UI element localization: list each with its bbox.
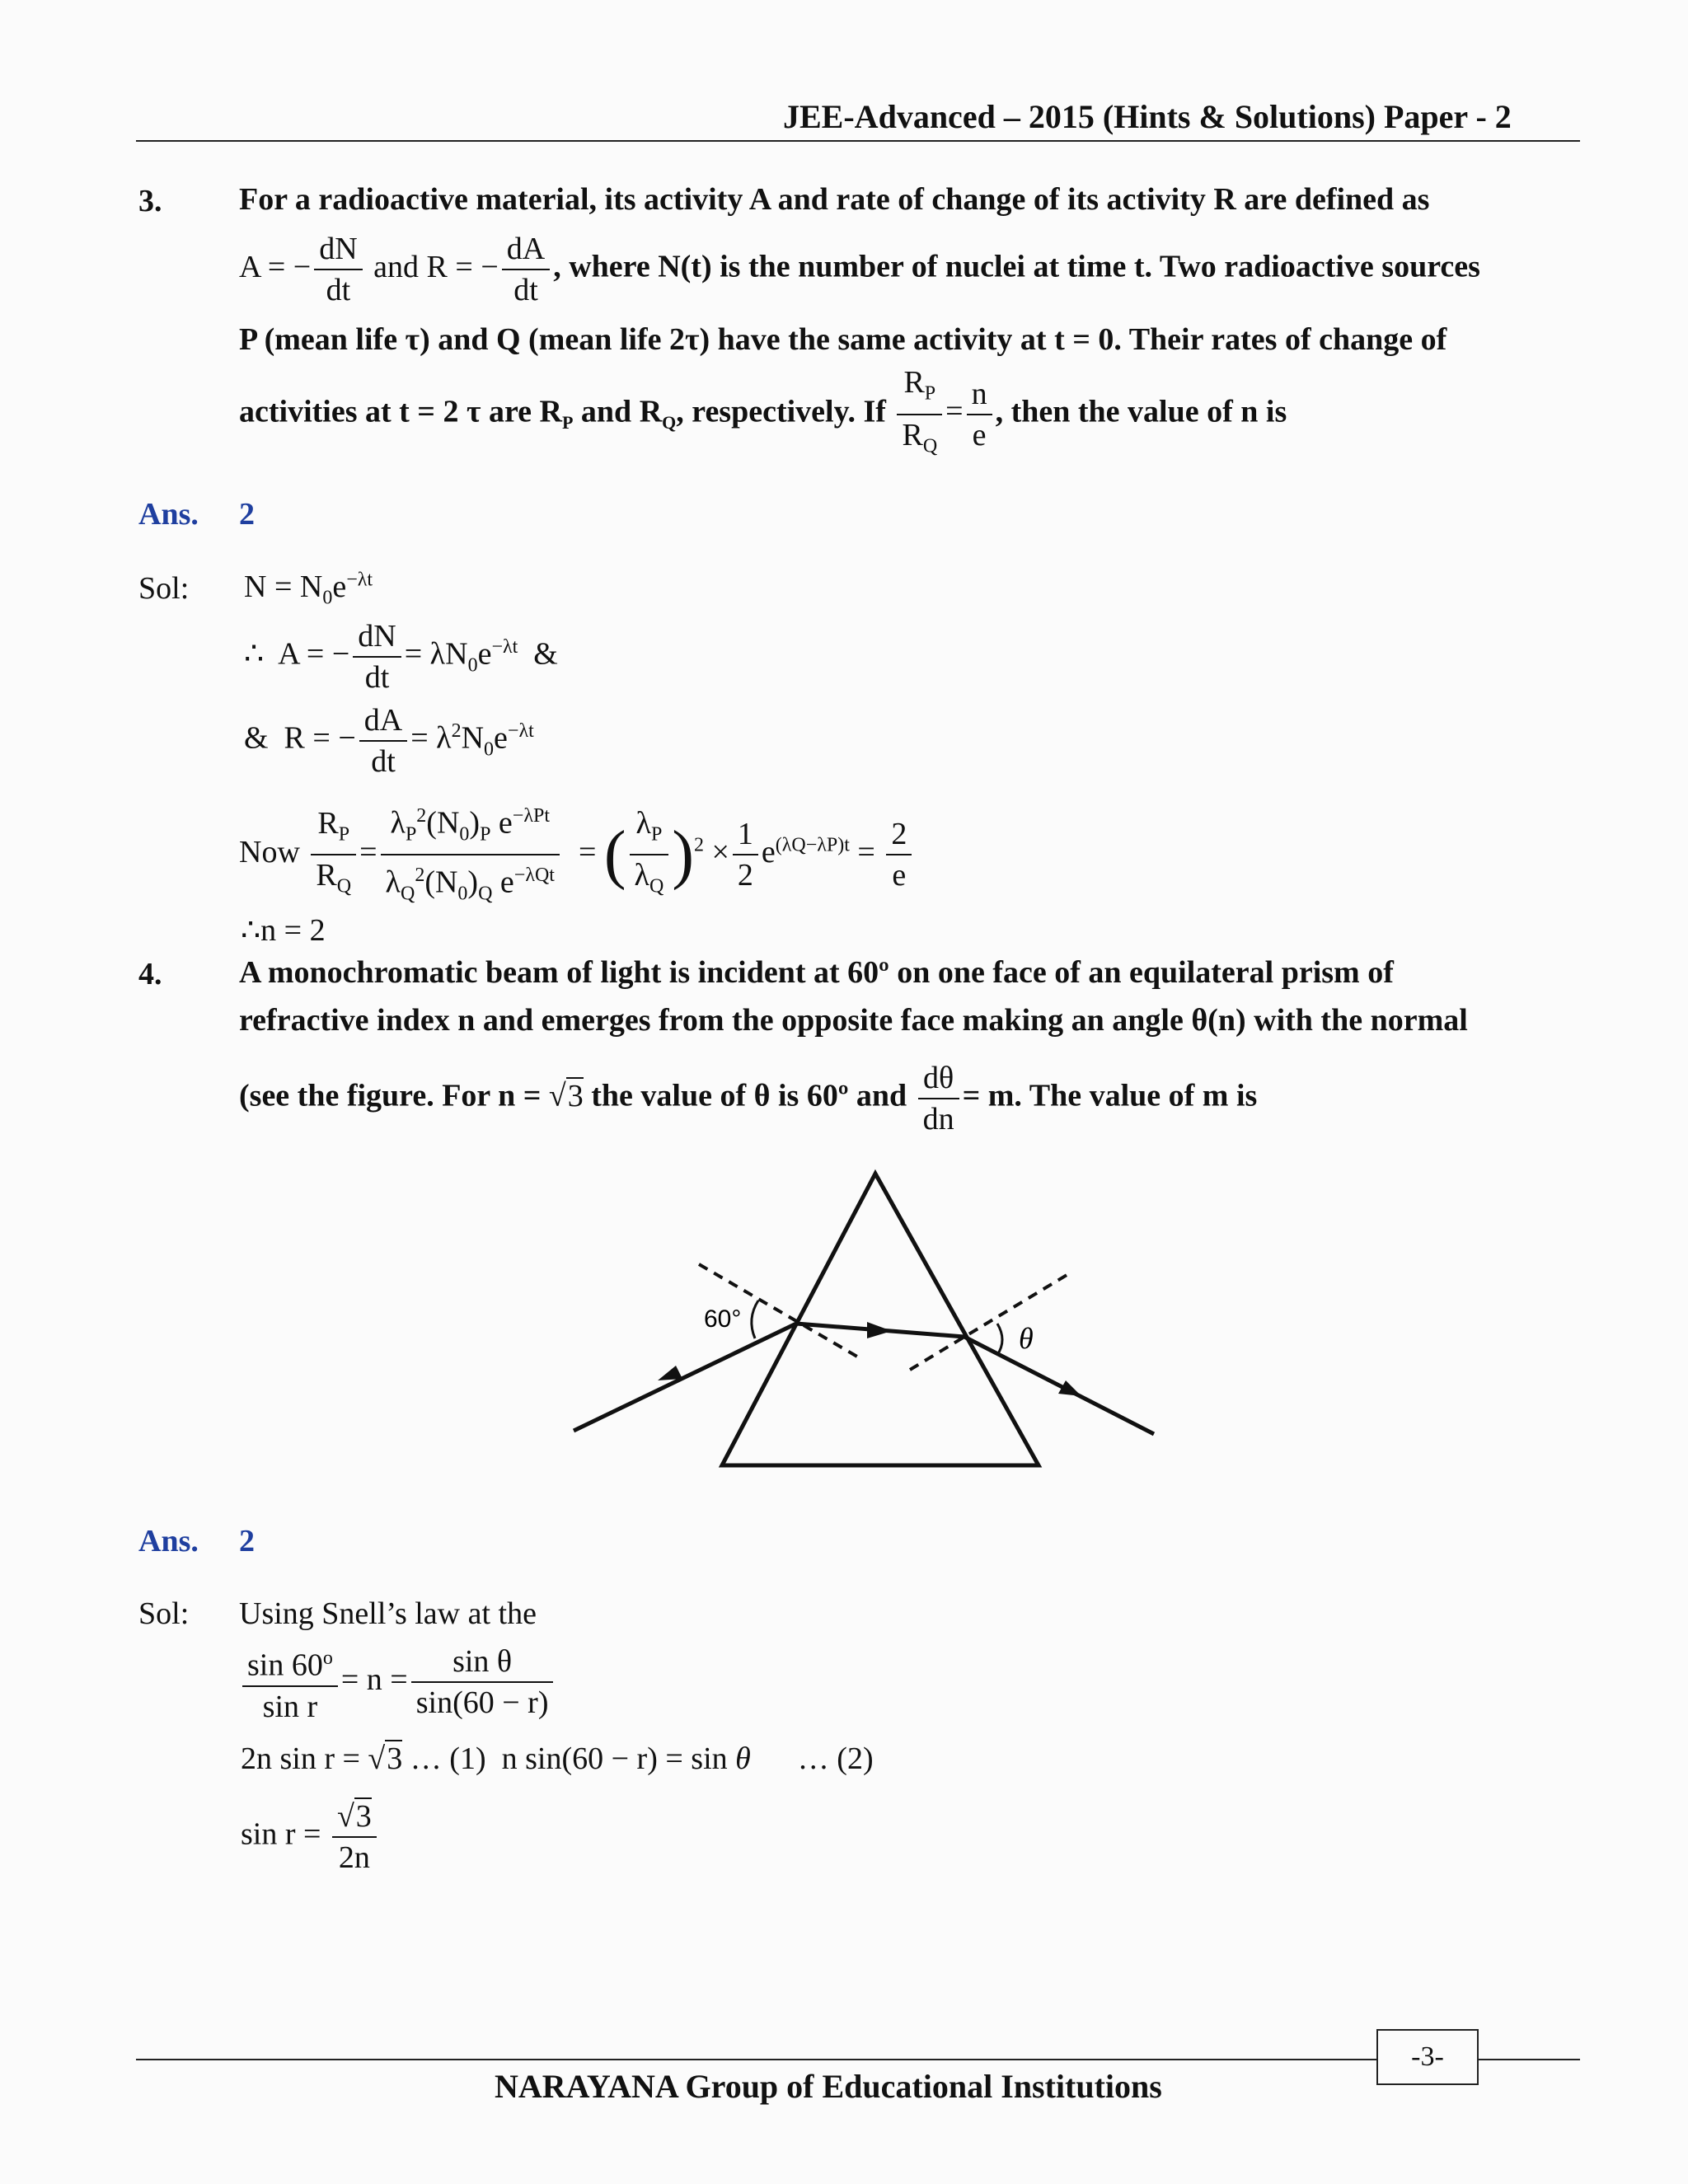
question-3-number: 3. <box>138 184 162 218</box>
question-4-solution-line-1: Using Snell’s law at the <box>239 1596 537 1631</box>
q3-eq-3: & R = − $\frac{dA}{dt}$ = $\lambda^2N_0e^{-\lambda t}$ <box>244 701 534 781</box>
incident-angle-label: 60° <box>704 1305 742 1333</box>
question-3-line-4-suffix: , then the value of n is <box>995 394 1287 429</box>
q3-eq-1: $N = N_0e^{-\lambda t}$ <box>244 569 373 609</box>
question-3-answer-label: Ans. <box>138 497 199 532</box>
question-3-solution-label: Sol: <box>138 571 190 606</box>
prism-figure <box>560 1162 1170 1483</box>
emergent-arrowhead <box>1058 1380 1081 1396</box>
incident-ray <box>574 1324 796 1431</box>
question-4-answer-value: 2 <box>239 1524 255 1558</box>
q4-eq-3: sin r = $\frac{√3}{2n}$ <box>241 1797 380 1877</box>
q3-eq-2: ∴ A = − $\frac{dN}{dt}$ = $\lambda N_0e^{-\lambda t}$ & <box>244 616 558 697</box>
question-4-number: 4. <box>138 957 162 991</box>
question-4-line-1: A monochromatic beam of light is incident at 60º on one face of an equilateral prism of <box>239 955 1394 990</box>
normal-right <box>910 1274 1068 1370</box>
incident-angle-arc <box>752 1301 758 1338</box>
question-3-line-2: A = − $\frac{dN}{dt}$ and R = − $\frac{dA}{dt}$ , where N(t) is the number of nuclei at time t. Two radioactive sources <box>239 229 1480 310</box>
question-4-line-3: (see the figure. For n = √3 the value of θ is 60º and $\frac{d\theta}{dn}$ = m. The value of m is <box>239 1058 1257 1139</box>
question-3-line-4: activities at t = 2 τ are $R_P$ and $R_Q$, respectively. If $\frac{R_P}{R_Q}$ = $\frac{n}{e}$ , then the value of n is <box>239 363 1287 466</box>
footer-rule <box>136 2059 1580 2060</box>
question-3-line-2-suffix: , where N(t) is the number of nuclei at time t. Two radioactive sources <box>553 249 1480 284</box>
question-3-line-4-prefix: activities at t = 2 τ are R <box>239 394 562 429</box>
footer-institution: NARAYANA Group of Educational Institutions <box>495 2068 1162 2105</box>
question-4-answer-label: Ans. <box>138 1524 199 1558</box>
question-4-line-3-mid: the value of θ is 60º and <box>591 1078 907 1113</box>
emergent-angle-arc <box>997 1324 1002 1355</box>
question-3-line-4-mid2: , respectively. If <box>676 394 886 429</box>
question-4-solution-label: Sol: <box>138 1596 190 1631</box>
page-number: -3- <box>1411 2041 1444 2072</box>
question-4-line-2: refractive index n and emerges from the opposite face making an angle θ(n) with the normal <box>239 1003 1468 1038</box>
q4-eq-2: 2n sin r = √3 … (1) n sin(60 − r) = sin θ … (2) <box>241 1741 874 1776</box>
header-rule <box>136 140 1580 142</box>
question-3-line-1: For a radioactive material, its activity A and rate of change of its activity R are defined as <box>239 182 1430 217</box>
q4-eq-1: $\frac{\sin 60^o}{\text{sin r}}$ = n = $\frac{\text{sin θ}}{\sin(60 - r)}$ <box>239 1638 556 1727</box>
question-4-line-3-suffix: = m. The value of m is <box>962 1078 1258 1113</box>
question-4-line-3-prefix: (see the figure. For n = <box>239 1078 542 1113</box>
incident-arrowhead <box>658 1366 682 1380</box>
question-3-answer-value: 2 <box>239 497 255 532</box>
question-3-line-4-mid: and R <box>573 394 663 429</box>
theta-label: θ <box>1019 1322 1034 1355</box>
q3-eq-4: Now $\frac{R_P}{R_Q}$ = $\lambda_P^2(N_0)_P$ $e^{-\lambda Pt}$ $\lambda_Q^2(N_0)_Q$ $e^{-\lambda Qt}$ = ( $\frac{\lambda_P}{\lambda_Q}$ )$^2$ × $\frac{1}{2}$ $e^{(\lambda Q-\lambda P)t}$ = $\frac{2}{e}$ <box>239 796 915 914</box>
question-3-line-3: P (mean life τ) and Q (mean life 2τ) have the same activity at t = 0. Their rates of change of <box>239 322 1447 357</box>
page-header-title: JEE-Advanced – 2015 (Hints & Solutions) Paper - 2 <box>783 98 1512 135</box>
q3-conclusion: ∴n = 2 <box>241 913 326 948</box>
page-number-box <box>1376 2029 1479 2085</box>
refracted-arrowhead <box>867 1322 892 1338</box>
